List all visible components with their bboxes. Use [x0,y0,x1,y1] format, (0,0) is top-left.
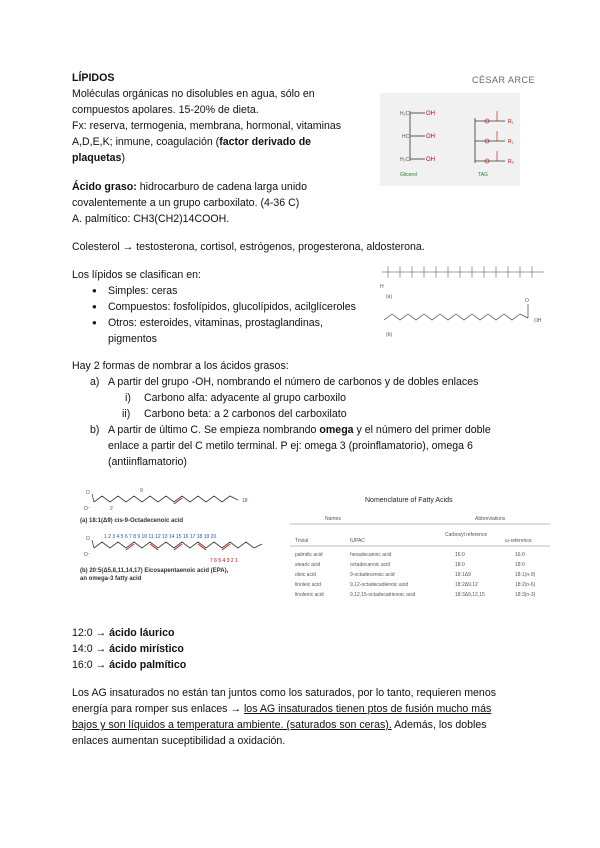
intro-line-1: Moléculas orgánicas no disolubles en agua, sólo en [72,88,315,100]
svg-text:(b) 20:5(Δ5,8,11,14,17) Eicosa: (b) 20:5(Δ5,8,11,14,17) Eicosapentaenoic acid (EPA), [80,568,229,574]
clasificacion-item-otros-cont: pigmentos [108,333,157,345]
svg-text:9-octadecenoic acid: 9-octadecenoic acid [350,572,395,578]
svg-text:1 2 3 4 5 6 7 8 9 10 11 12 13: 1 2 3 4 5 6 7 8 9 10 11 12 13 14 15 16 17 18 19 20 [104,534,217,540]
svg-text:9,12,15-octadecatrienoic acid: 9,12,15-octadecatrienoic acid [350,592,416,598]
table-row-3 [295,582,536,588]
svg-text:18:2(n-6): 18:2(n-6) [515,582,536,588]
svg-text:stearic acid: stearic acid [295,562,321,568]
fatty-acid-structure-figure [378,258,554,340]
svg-text:(a) 18:1(Δ9) cis-9-Octadecenoi: (a) 18:1(Δ9) cis-9-Octadecenoic acid [80,518,184,524]
svg-text:18:1(n-9): 18:1(n-9) [515,572,536,578]
insaturados-line-1: Los AG insaturados no están tan juntos como los saturados, por lo tanto, requieren menos [72,687,497,699]
svg-text:ω-reference: ω-reference [505,538,532,544]
clasificacion-intro: Los lípidos se clasifican en: [72,269,201,281]
intro-line-3: Fx: reserva, termogenia, membrana, hormonal, vitaminas [72,120,342,132]
svg-text:7 6 5 4 3 2 1: 7 6 5 4 3 2 1 [210,558,238,564]
clasificacion-item-simples: ● Simples: ceras [108,283,177,299]
intro-line-2: compuestos apolares. 15-20% de dieta. [72,104,259,116]
table-row-4 [295,592,536,598]
svg-text:H₂C: H₂C [400,157,410,163]
svg-text:oleic acid: oleic acid [295,572,316,578]
acido-miristico: 14:0 → ácido mirístico [72,643,184,655]
clasificacion-item-otros: ● Otros: esteroides, vitaminas, prostaglandinas, [108,315,323,331]
acido-palmitico: 16:0 → ácido palmítico [72,659,187,671]
acido-graso-line-3: A. palmítico: CH3(CH2)14COOH. [72,213,230,225]
svg-text:2: 2 [110,506,113,512]
svg-text:O⁻: O⁻ [84,552,91,558]
acido-graso-line-2: covalentemente a un grupo carboxilato. (4-36 C) [72,197,300,209]
svg-text:(a): (a) [386,294,393,300]
svg-text:hexadecanoic acid: hexadecanoic acid [350,552,392,558]
table-row-2 [295,572,536,578]
svg-text:18:3Δ9,12,15: 18:3Δ9,12,15 [455,592,485,598]
svg-text:OH: OH [534,318,542,324]
nombres-b-text-1: A partir de último C. Se empieza nombrando omega y el número del primer doble [108,424,491,436]
svg-text:octadecanoic acid: octadecanoic acid [350,562,391,568]
svg-text:OH: OH [426,111,435,117]
svg-text:O: O [86,490,90,496]
svg-text:Abbreviations: Abbreviations [475,516,506,522]
svg-text:Trivial: Trivial [295,538,309,544]
svg-text:IUPAC: IUPAC [350,538,365,544]
svg-text:18:1Δ9: 18:1Δ9 [455,572,471,578]
table-row-0 [295,552,525,558]
insaturados-line-3: bajos y son líquidos a temperatura ambiente. (saturados son ceras). Además, los dobles [72,719,487,731]
colesterol-line: Colesterol → testosterona, cortisol, estrógenos, progesterona, aldosterona. [72,241,425,253]
nombres-i-label: i) [125,392,131,404]
svg-text:O⁻: O⁻ [84,506,91,512]
svg-text:R₃: R₃ [508,159,514,165]
nombres-intro: Hay 2 formas de nombrar a los ácidos grasos: [72,360,289,372]
svg-text:palmitic acid: palmitic acid [295,552,323,558]
svg-text:OH: OH [426,134,435,140]
svg-text:Carboxyl reference: Carboxyl reference [445,532,488,538]
insaturados-line-2: energía para romper sus enlaces → los AG insaturados tienen ptos de fusión mucho más [72,703,492,715]
acido-laurico: 12:0 → ácido láurico [72,627,175,639]
acido-graso-line-1: Ácido graso: hidrocarburo de cadena larga unido [72,181,307,193]
nombres-b-text-2: enlace a partir del C metilo terminal. P ej: omega 3 (proinflamatorio), omega 6 [108,440,473,452]
page-title: LÍPIDOS [72,72,115,84]
nombres-b-text-3: (antiinflamatorio) [108,456,187,468]
intro-line-4: A,D,E,K; inmune, coagulación (factor derivado de [72,136,312,148]
svg-text:Names: Names [325,516,341,522]
svg-text:16:0: 16:0 [515,552,525,558]
nombres-b-label: b) [90,424,100,436]
nombres-a-label: a) [90,376,100,388]
svg-text:9: 9 [140,488,143,494]
svg-text:O: O [525,298,529,304]
svg-text:18:0: 18:0 [515,562,525,568]
svg-text:OH: OH [426,157,435,163]
table-row-1 [295,562,525,568]
svg-text:18:2Δ9,12: 18:2Δ9,12 [455,582,478,588]
svg-text:18: 18 [242,498,248,504]
glycerol-tag-figure [380,93,520,186]
svg-text:16:0: 16:0 [455,552,465,558]
svg-text:linolenic acid: linolenic acid [295,592,324,598]
svg-text:18:3(n-3): 18:3(n-3) [515,592,536,598]
svg-text:18:0: 18:0 [455,562,465,568]
svg-text:9,12-octadecadienoic acid: 9,12-octadecadienoic acid [350,582,409,588]
intro-line-5: plaquetas) [72,152,125,164]
nomenclature-table-figure [285,490,555,608]
nombres-a-text: A partir del grupo -OH, nombrando el número de carbonos y de dobles enlaces [108,376,479,388]
insaturados-line-4: enlaces aumentan suceptibilidad a oxidación. [72,735,286,747]
svg-text:an omega-3 fatty acid: an omega-3 fatty acid [80,576,142,582]
author-name: CÉSAR ARCE [472,75,536,85]
svg-text:H: H [380,284,384,290]
svg-text:O: O [86,536,90,542]
clasificacion-item-compuestos: ● Compuestos: fosfolípidos, glucolípidos, acilglíceroles [108,299,356,315]
svg-text:HC: HC [402,134,410,140]
svg-text:(b): (b) [386,332,393,338]
svg-text:TAG: TAG [478,172,488,178]
nombres-i-text: Carbono alfa: adyacente al grupo carboxilo [144,392,347,404]
svg-text:H₂C: H₂C [400,111,410,117]
nombres-ii-label: ii) [122,408,131,420]
svg-text:R₁: R₁ [508,119,514,125]
svg-text:linoleic acid: linoleic acid [295,582,321,588]
omega-fatty-acid-figure [80,480,280,610]
nombres-ii-text: Carbono beta: a 2 carbonos del carboxilato [144,408,347,420]
svg-text:Glicerol: Glicerol [400,172,417,178]
svg-text:Nomenclature of Fatty Acids: Nomenclature of Fatty Acids [365,497,453,504]
svg-text:R₂: R₂ [508,139,514,145]
